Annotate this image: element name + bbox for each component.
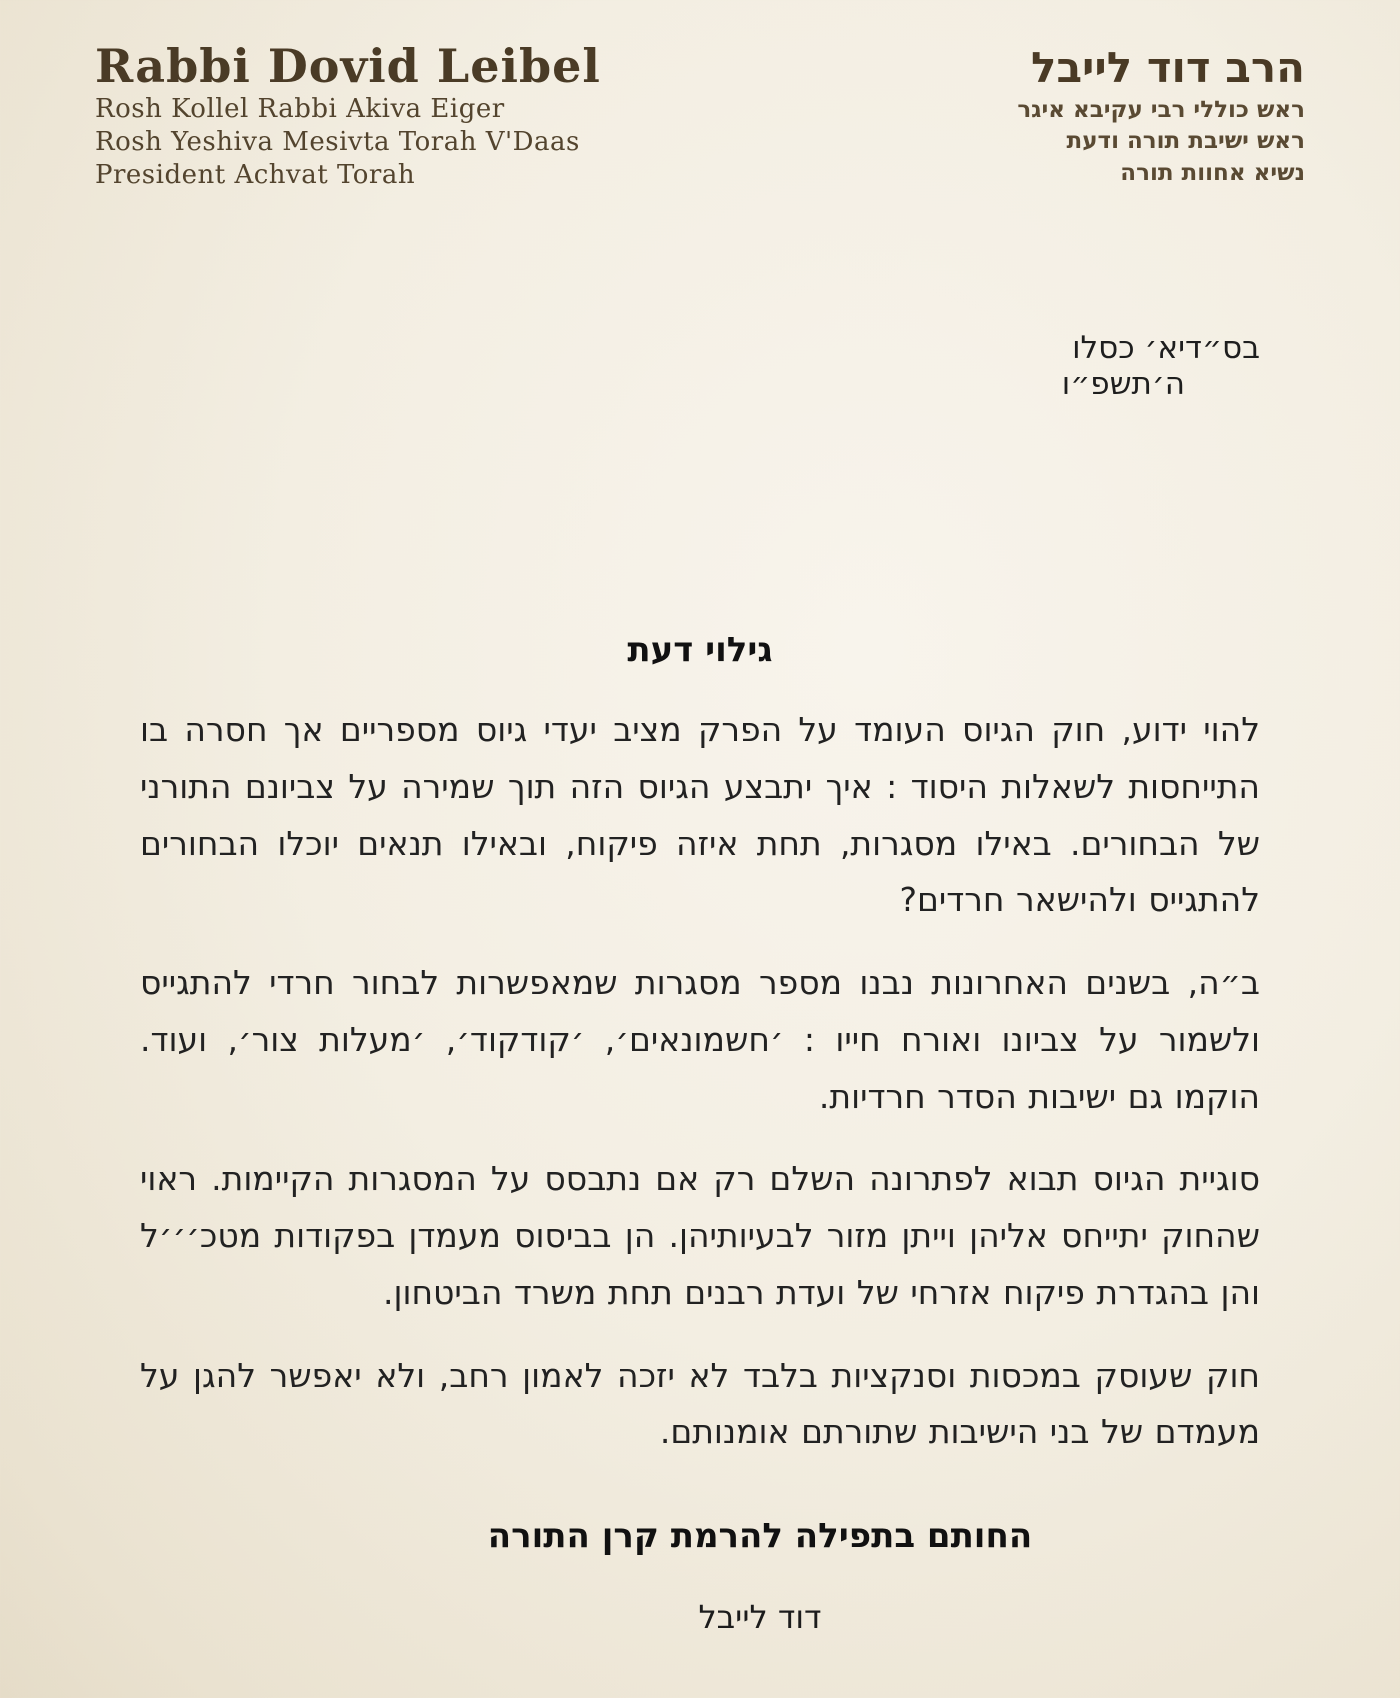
rabbi-name-english: Rabbi Dovid Leibel bbox=[95, 39, 601, 93]
letter-body bbox=[140, 630, 1260, 1487]
bsd-mark: בס״ד bbox=[1185, 330, 1260, 366]
title-line-hebrew-3: נשיא אחוות תורה bbox=[1120, 159, 1305, 186]
letterhead-hebrew bbox=[1017, 40, 1305, 190]
meta-row bbox=[140, 330, 1260, 402]
letterhead-english bbox=[95, 40, 601, 192]
rabbi-name-hebrew: הרב דוד לייבל bbox=[1031, 43, 1305, 92]
hebrew-date: יא׳ כסלו ה׳תשפ״ו bbox=[1061, 330, 1186, 402]
paragraph-1: להוי ידוע, חוק הגיוס העומד על הפרק מציב יעדי גיוס מספריים אך חסרה בו התייחסות לשאלות היסוד : איך יתבצע הגיוס הזה תוך שמירה על צביונם התורני של הבחורים. באילו מסגרות, תחת איזה פיקוח, ובאילו תנאים יוכלו הבחורים להתגייס ולהישאר חרדים? bbox=[140, 710, 1260, 920]
title-line-english-3: President Achvat Torah bbox=[95, 159, 416, 190]
paragraph-3: סוגיית הגיוס תבוא לפתרונה השלם רק אם נתבסס על המסגרות הקיימות. ראוי שהחוק יתייחס אליהן וייתן מזור לבעיותיהן. הן בביסוס מעמדן בפקודות מטכ׳׳׳ל והן בהגדרת פיקוח אזרחי של ועדת רבנים תחת משרד הביטחון. bbox=[140, 1159, 1260, 1312]
signature-name: דוד לייבל bbox=[698, 1598, 822, 1636]
closing-block bbox=[60, 1516, 1400, 1636]
letter-title: גילוי דעת bbox=[627, 630, 773, 670]
title-line-english-1: Rosh Kollel Rabbi Akiva Eiger bbox=[95, 93, 505, 124]
letterhead bbox=[95, 40, 1305, 192]
title-line-english-2: Rosh Yeshiva Mesivta Torah V'Daas bbox=[95, 126, 580, 157]
title-line-hebrew-2: ראש ישיבת תורה ודעת bbox=[1066, 128, 1305, 155]
title-line-hebrew-1: ראש כוללי רבי עקיבא איגר bbox=[1017, 96, 1305, 123]
paragraph-4: חוק שעוסק במכסות וסנקציות בלבד לא יזכה לאמון רחב, ולא יאפשר להגן על מעמדם של בני הישיבות שתורתם אומנותם. bbox=[140, 1355, 1260, 1452]
paragraph-2: ב״ה, בשנים האחרונות נבנו מספר מסגרות שמאפשרות לבחור חרדי להתגייס ולשמור על צביונו ואורח חייו : ׳חשמונאים׳, ׳קודקוד׳, ׳מעלות צור׳, ועוד. הוקמו גם ישיבות הסדר חרדיות. bbox=[140, 963, 1260, 1116]
closing-line: החותם בתפילה להרמת קרן התורה bbox=[487, 1516, 1033, 1556]
